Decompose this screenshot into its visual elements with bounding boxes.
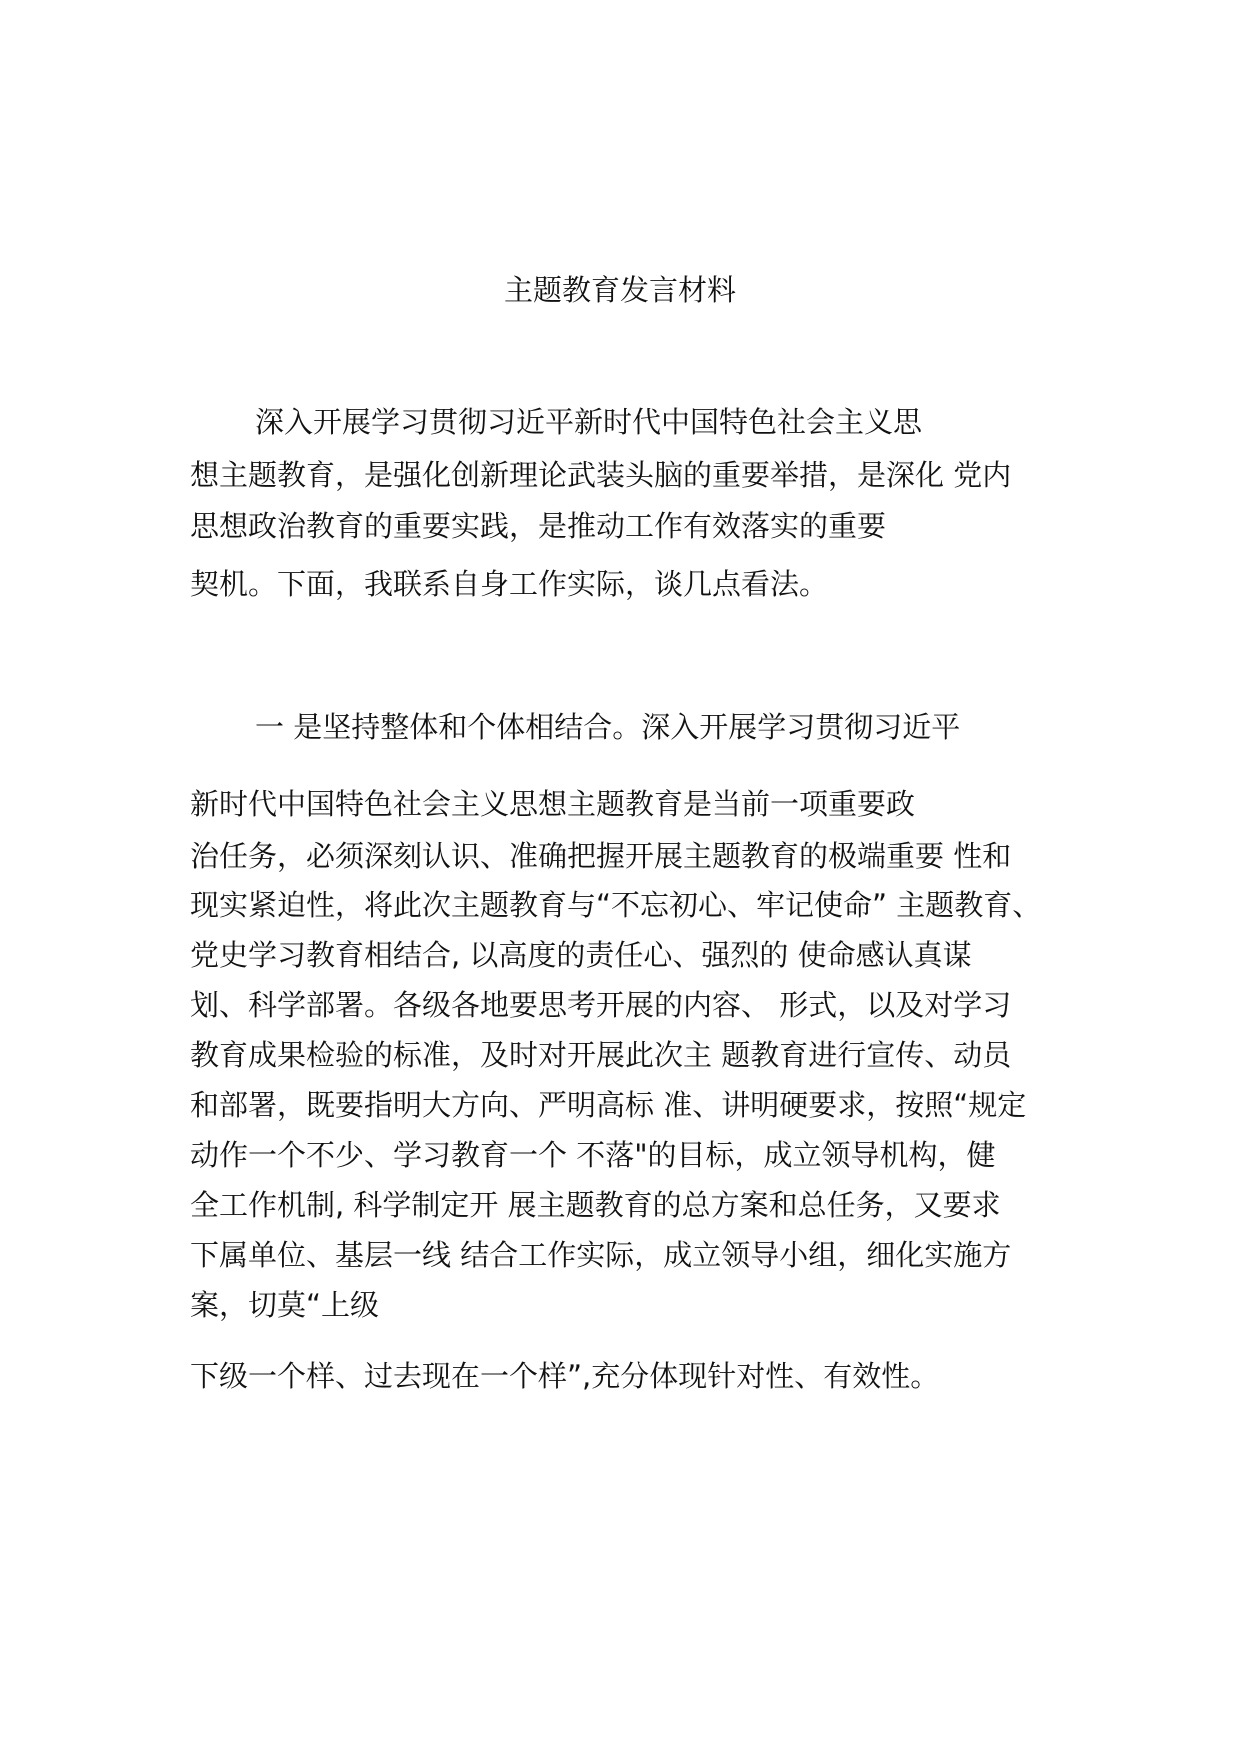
body-line: 教育成果检验的标准，及时对开展此次主 题教育进行宣传、动员 [190, 1038, 1012, 1072]
body-line: 和部署，既要指明大方向、严明高标 准、讲明硬要求，按照“规定 [190, 1088, 1027, 1122]
body-line: 划、科学部署。各级各地要思考开展的内容、 形式，以及对学习 [190, 988, 1012, 1022]
body-line: 下级一个样、过去现在一个样”,充分体现针对性、有效性。 [190, 1359, 940, 1393]
intro-line: 深入开展学习贯彻习近平新时代中国特色社会主义思 [255, 405, 923, 439]
body-line: 案，切莫“上级 [190, 1288, 380, 1322]
page-title: 主题教育发言材料 [503, 273, 736, 307]
body-line: 动作一个不少、学习教育一个 不落"的目标，成立领导机构，健 [190, 1138, 996, 1172]
body-line: 治任务，必须深刻认识、准确把握开展主题教育的极端重要 性和 [190, 839, 1012, 873]
body-line: 新时代中国特色社会主义思想主题教育是当前一项重要政 [190, 787, 916, 821]
body-line: 党史学习教育相结合, 以高度的责任心、强烈的 使命感认真谋 [190, 938, 972, 972]
body-line: 现实紧迫性，将此次主题教育与“不忘初心、牢记使命” 主题教育、 [190, 888, 1042, 922]
intro-line: 契机。下面，我联系自身工作实际，谈几点看法。 [190, 567, 829, 601]
body-line: 下属单位、基层一线 结合工作实际，成立领导小组，细化实施方 [190, 1238, 1012, 1272]
body-line: 全工作机制, 科学制定开 展主题教育的总方案和总任务，又要求 [190, 1188, 1001, 1222]
intro-line: 思想政治教育的重要实践，是推动工作有效落实的重要 [190, 509, 887, 543]
intro-line: 想主题教育，是强化创新理论武装头脑的重要举措，是深化 党内 [190, 458, 1012, 492]
section-heading: 一 是坚持整体和个体相结合。深入开展学习贯彻习近平 [255, 710, 961, 744]
